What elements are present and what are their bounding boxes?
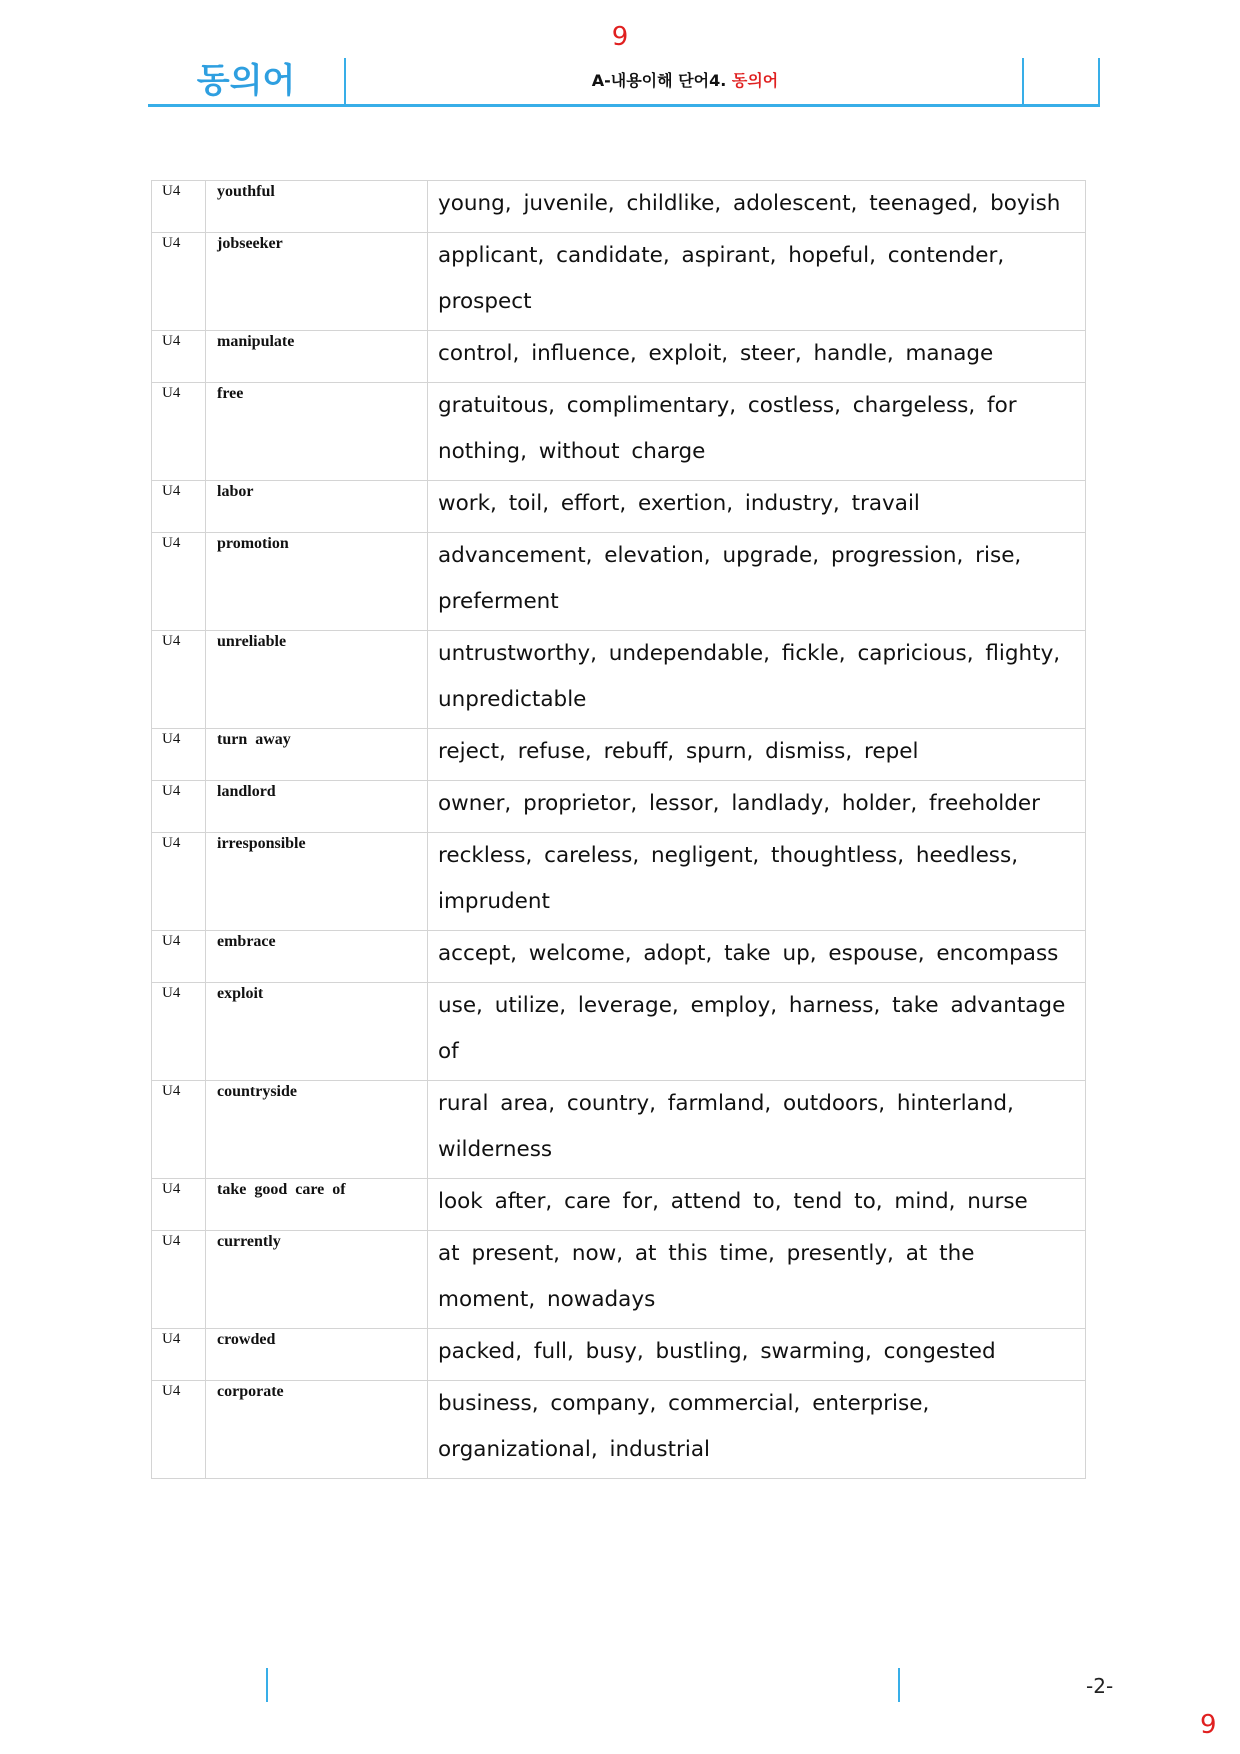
header-divider [344, 58, 346, 104]
table-row [152, 1381, 1086, 1479]
table-row [152, 833, 1086, 931]
unit-cell: U4 [152, 729, 206, 781]
table-row [152, 983, 1086, 1081]
table-row [152, 729, 1086, 781]
synonyms-cell: reject, refuse, rebuff, spurn, dismiss, repel [428, 729, 1086, 781]
unit-cell: U4 [152, 383, 206, 481]
synonyms-cell: accept, welcome, adopt, take up, espouse, encompass [428, 931, 1086, 983]
word-cell: embrace [206, 931, 428, 983]
unit-cell: U4 [152, 233, 206, 331]
word-cell: jobseeker [206, 233, 428, 331]
unit-cell: U4 [152, 833, 206, 931]
word-cell: turn away [206, 729, 428, 781]
table-row [152, 331, 1086, 383]
table-row [152, 533, 1086, 631]
header-divider [1022, 58, 1024, 104]
word-cell: currently [206, 1231, 428, 1329]
header-subtitle [348, 58, 1022, 104]
header-subtitle-prefix: A-내용이해 단어4. [591, 71, 727, 90]
word-cell: unreliable [206, 631, 428, 729]
table-row [152, 1179, 1086, 1231]
word-cell: take good care of [206, 1179, 428, 1231]
table-row [152, 631, 1086, 729]
page-number: -2- [1086, 1674, 1114, 1698]
word-cell: corporate [206, 1381, 428, 1479]
table-row [152, 931, 1086, 983]
synonyms-cell: applicant, candidate, aspirant, hopeful, contender, prospect [428, 233, 1086, 331]
unit-cell: U4 [152, 1179, 206, 1231]
unit-cell: U4 [152, 781, 206, 833]
table-row [152, 1231, 1086, 1329]
header-subtitle-highlight: 동의어 [731, 71, 779, 90]
header-title: 동의어 [196, 61, 296, 101]
table-row [152, 481, 1086, 533]
unit-cell: U4 [152, 533, 206, 631]
unit-cell: U4 [152, 983, 206, 1081]
unit-cell: U4 [152, 1381, 206, 1479]
footer-divider [898, 1668, 900, 1702]
synonyms-cell: business, company, commercial, enterprise, organizational, industrial [428, 1381, 1086, 1479]
synonyms-cell: use, utilize, leverage, employ, harness, take advantage of [428, 983, 1086, 1081]
unit-cell: U4 [152, 1231, 206, 1329]
synonyms-cell: control, influence, exploit, steer, handle, manage [428, 331, 1086, 383]
page-marker-bottom: 9 [1200, 1710, 1217, 1740]
word-cell: exploit [206, 983, 428, 1081]
word-cell: manipulate [206, 331, 428, 383]
page-header [148, 58, 1100, 107]
word-cell: labor [206, 481, 428, 533]
word-cell: crowded [206, 1329, 428, 1381]
synonyms-cell: packed, full, busy, bustling, swarming, congested [428, 1329, 1086, 1381]
unit-cell: U4 [152, 631, 206, 729]
table-row [152, 181, 1086, 233]
unit-cell: U4 [152, 331, 206, 383]
footer-divider [266, 1668, 268, 1702]
table-row [152, 781, 1086, 833]
synonyms-cell: gratuitous, complimentary, costless, chargeless, for nothing, without charge [428, 383, 1086, 481]
synonyms-cell: owner, proprietor, lessor, landlady, holder, freeholder [428, 781, 1086, 833]
unit-cell: U4 [152, 181, 206, 233]
word-cell: landlord [206, 781, 428, 833]
unit-cell: U4 [152, 1081, 206, 1179]
table-row [152, 383, 1086, 481]
word-cell: free [206, 383, 428, 481]
unit-cell: U4 [152, 931, 206, 983]
unit-cell: U4 [152, 481, 206, 533]
table-row [152, 1081, 1086, 1179]
synonym-table [151, 180, 1086, 1479]
word-cell: countryside [206, 1081, 428, 1179]
table-row [152, 233, 1086, 331]
page-marker-top: 9 [611, 22, 629, 52]
synonyms-cell: work, toil, effort, exertion, industry, travail [428, 481, 1086, 533]
synonyms-cell: look after, care for, attend to, tend to, mind, nurse [428, 1179, 1086, 1231]
synonyms-cell: advancement, elevation, upgrade, progression, rise, preferment [428, 533, 1086, 631]
synonyms-cell: at present, now, at this time, presently, at the moment, nowadays [428, 1231, 1086, 1329]
synonyms-cell: rural area, country, farmland, outdoors, hinterland, wilderness [428, 1081, 1086, 1179]
header-divider [1098, 58, 1100, 104]
word-cell: irresponsible [206, 833, 428, 931]
unit-cell: U4 [152, 1329, 206, 1381]
word-cell: youthful [206, 181, 428, 233]
word-cell: promotion [206, 533, 428, 631]
synonyms-cell: reckless, careless, negligent, thoughtless, heedless, imprudent [428, 833, 1086, 931]
table-row [152, 1329, 1086, 1381]
synonyms-cell: untrustworthy, undependable, fickle, capricious, flighty, unpredictable [428, 631, 1086, 729]
synonyms-cell: young, juvenile, childlike, adolescent, teenaged, boyish [428, 181, 1086, 233]
